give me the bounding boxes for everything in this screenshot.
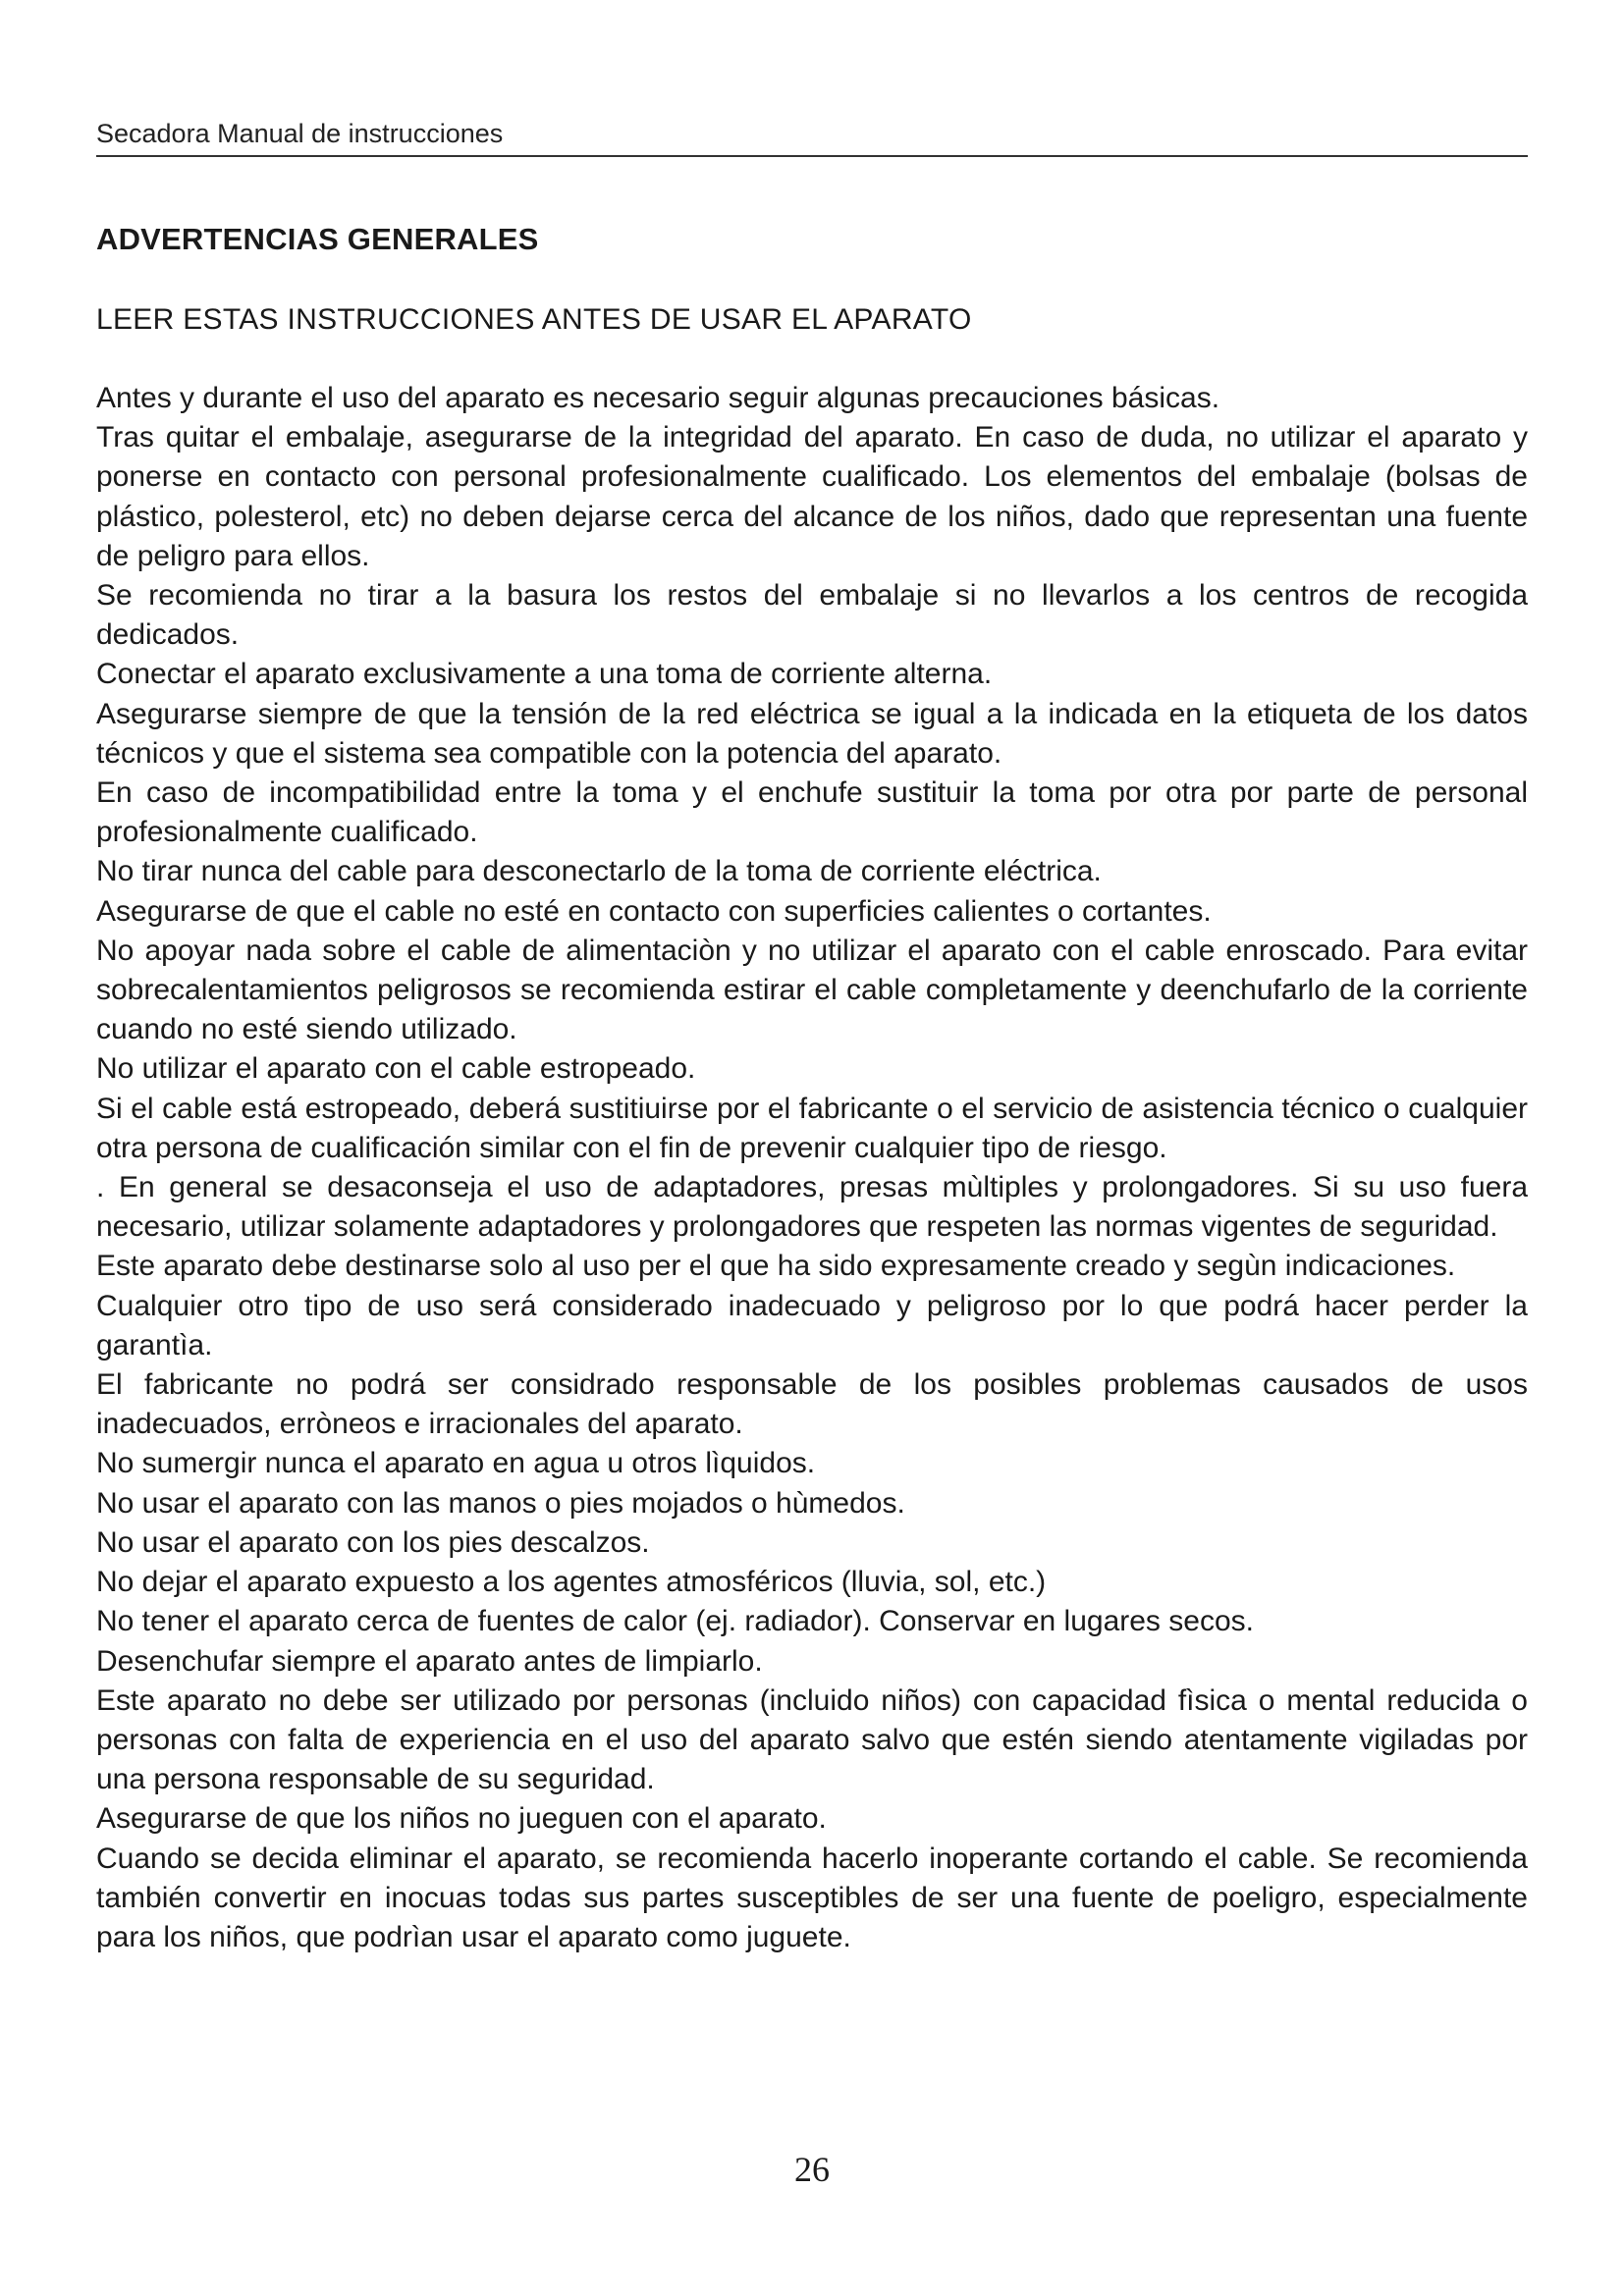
paragraph: Antes y durante el uso del aparato es necesario seguir algunas precauciones básicas.: [96, 382, 1220, 414]
paragraph: Este aparato debe destinarse solo al uso per el que ha sido expresamente creado y segùn indicaciones.: [96, 1250, 1456, 1283]
paragraph: Desenchufar siempre el aparato antes de limpiarlo.: [96, 1644, 763, 1678]
paragraph: Asegurarse siempre de que la tensión de la red eléctrica se igual a la indicada en la etiqueta de los datos técnicos y que el sistema sea compatible con la potencia del aparato.: [96, 697, 1528, 770]
paragraph: El fabricante no podrá ser considrado responsable de los posibles problemas causados de usos inadecuados, erròneos e irracionales del aparato.: [96, 1368, 1528, 1441]
paragraph: Conectar el aparato exclusivamente a una toma de corriente alterna.: [96, 658, 993, 691]
paragraph: Tras quitar el embalaje, asegurarse de la integridad del aparato. En caso de duda, no utilizar el aparato y ponerse en contacto con personal profesionalmente cualificado. Los elementos del embalaje (bolsas de plástico, polesterol, etc) no deben dejarse cerca del alcance de los niños, dado que representan una fuente de peligro para ellos.: [96, 421, 1528, 572]
paragraph: Asegurarse de que los niños no jueguen con el aparato.: [96, 1802, 827, 1836]
section-subtitle: LEER ESTAS INSTRUCCIONES ANTES DE USAR EL APARATO: [96, 303, 972, 336]
paragraph: . En general se desaconseja el uso de adaptadores, presas mùltiples y prolongadores. Si su uso fuera necesario, utilizar solamente adaptadores y prolongadores que respeten las normas vigentes de seguridad.: [96, 1171, 1528, 1244]
section-title: ADVERTENCIAS GENERALES: [96, 222, 539, 256]
paragraph: Se recomienda no tirar a la basura los restos del embalaje si no llevarlos a los centros de recogida dedicados.: [96, 579, 1528, 652]
paragraph: No dejar el aparato expuesto a los agentes atmosféricos (lluvia, sol, etc.): [96, 1566, 1047, 1599]
paragraph: No tirar nunca del cable para desconectarlo de la toma de corriente eléctrica.: [96, 855, 1102, 888]
paragraph: Este aparato no debe ser utilizado por personas (incluido niños) con capacidad fìsica o mental reducida o personas con falta de experiencia en el uso del aparato salvo que estén siendo atentamente vigiladas por una persona responsable de su seguridad.: [96, 1683, 1528, 1796]
paragraph: No tener el aparato cerca de fuentes de calor (ej. radiador). Conservar en lugares secos.: [96, 1605, 1254, 1638]
paragraph: No usar el aparato con los pies descalzos.: [96, 1525, 650, 1559]
paragraph: No apoyar nada sobre el cable de alimentaciòn y no utilizar el aparato con el cable enroscado. Para evitar sobrecalentamientos peligrosos se recomienda estirar el cable completamente y deenchufarlo de la corriente cuando no esté siendo utilizado.: [96, 934, 1528, 1046]
paragraph: En caso de incompatibilidad entre la toma y el enchufe sustituir la toma por otra por parte de personal profesionalmente cualificado.: [96, 776, 1528, 849]
paragraph: No sumergir nunca el aparato en agua u otros lìquidos.: [96, 1447, 816, 1480]
warnings-body: [96, 379, 1528, 1957]
paragraph: No usar el aparato con las manos o pies mojados o hùmedos.: [96, 1486, 905, 1520]
paragraph: Si el cable está estropeado, deberá sustitiuirse por el fabricante o el servicio de asistencia técnico o cualquier otra persona de cualificación similar con el fin de prevenir cualquier tipo de riesgo.: [96, 1092, 1528, 1164]
running-header: Secadora Manual de instrucciones: [96, 119, 504, 148]
paragraph: No utilizar el aparato con el cable estropeado.: [96, 1052, 696, 1086]
paragraph: Cuando se decida eliminar el aparato, se recomienda hacerlo inoperante cortando el cable. Se recomienda también convertir en inocuas todas sus partes susceptibles de ser una fuente de poeligro, especialmente para los niños, que podrìan usar el aparato como juguete.: [96, 1842, 1528, 1953]
paragraph: Asegurarse de que el cable no esté en contacto con superficies calientes o cortantes.: [96, 894, 1212, 928]
page-number: 26: [794, 2150, 830, 2189]
header-rule: [96, 155, 1528, 157]
paragraph: Cualquier otro tipo de uso será considerado inadecuado y peligroso por lo que podrá hacer perder la garantìa.: [96, 1289, 1528, 1362]
